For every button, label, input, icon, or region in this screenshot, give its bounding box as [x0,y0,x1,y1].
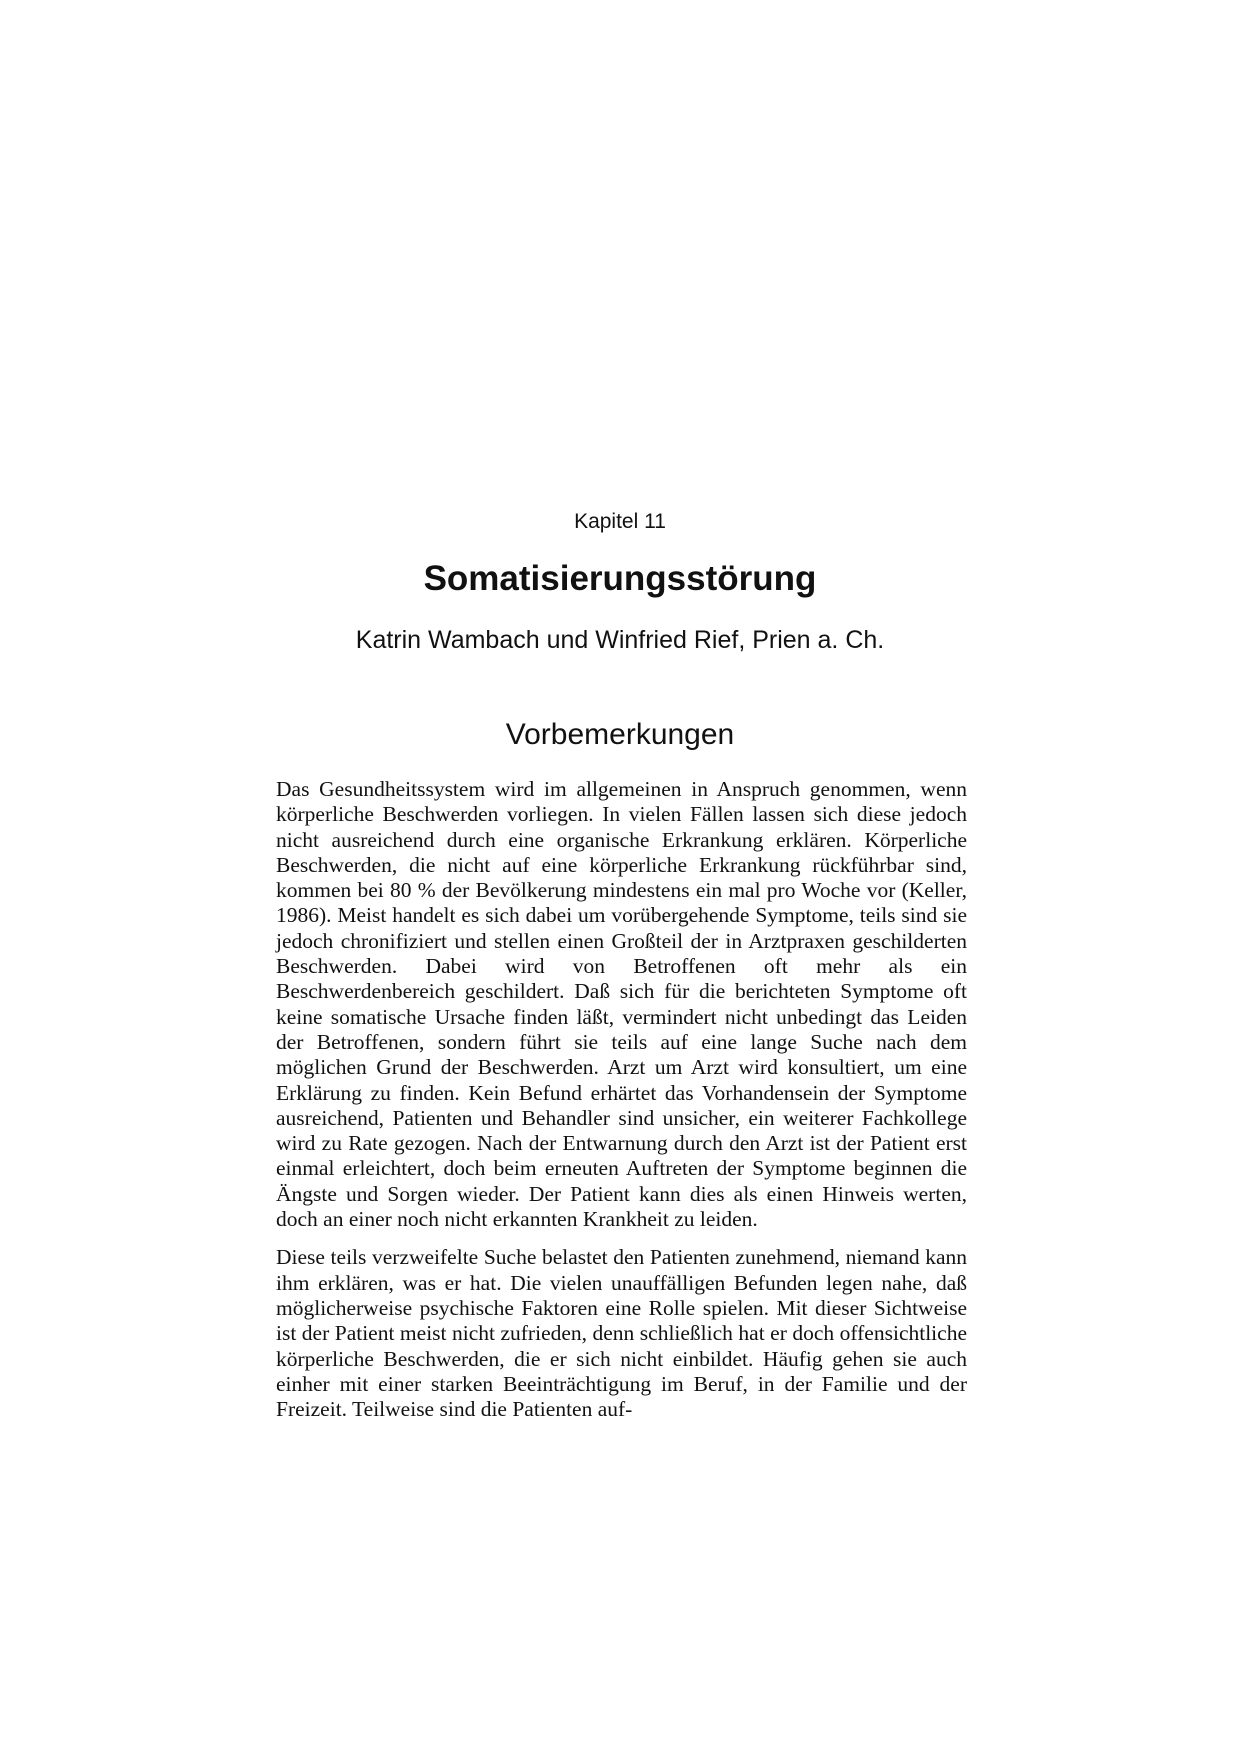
chapter-label: Kapitel 11 [574,510,666,533]
paragraph: Das Gesundheitssystem wird im allgemeinen in Anspruch genommen, wenn körperliche Beschwerden vorliegen. In vielen Fällen lassen sich diese jedoch nicht ausreichend durch eine organische Erkrankung erklären. Körperliche Beschwerden, die nicht auf eine körperliche Erkrankung rückführbar sind, kommen bei 80 % der Bevölkerung mindestens ein mal pro Woche vor (Keller, 1986). Meist handelt es sich dabei um vorübergehende Symptome, teils sind sie jedoch chronifiziert und stellen einen Großteil der in Arztpraxen geschilderten Beschwerden. Dabei wird von Betroffenen oft mehr als ein Beschwerdenbereich geschildert. Daß sich für die berichteten Symptome oft keine somatische Ursache finden läßt, vermindert nicht unbedingt das Leiden der Betroffenen, sondern führt sie teils auf eine lange Suche nach dem möglichen Grund der Beschwerden. Arzt um Arzt wird konsultiert, um eine Erklärung zu finden. Kein Befund erhärtet das Vorhandensein der Symptome ausreichend, Patienten und Behandler sind unsicher, ein weiterer Fachkollege wird zu Rate gezogen. Nach der Entwarnung durch den Arzt ist der Patient erst einmal erleichtert, doch beim erneuten Auftreten der Symptome beginnen die Ängste und Sorgen wieder. Der Patient kann dies als einen Hinweis werten, doch an einer noch nicht erkannten Krankheit zu leiden. [276,777,967,1232]
paragraph: Diese teils verzweifelte Suche belastet den Patienten zunehmend, niemand kann ihm erklären, was er hat. Die vielen unauffälligen Befunden legen nahe, daß möglicherweise psychische Faktoren eine Rolle spielen. Mit dieser Sichtweise ist der Patient meist nicht zufrieden, denn schließlich hat er doch offensichtliche körperliche Beschwerden, die er sich nicht einbildet. Häufig gehen sie auch einher mit einer starken Beeinträchtigung im Beruf, in der Familie und der Freizeit. Teilweise sind die Patienten auf- [276,1245,967,1422]
chapter-title: Somatisierungsstörung [423,559,817,598]
section-body [276,777,967,1435]
section-heading: Vorbemerkungen [505,718,735,751]
chapter-authors: Katrin Wambach und Winfried Rief, Prien a. Ch. [355,626,885,654]
